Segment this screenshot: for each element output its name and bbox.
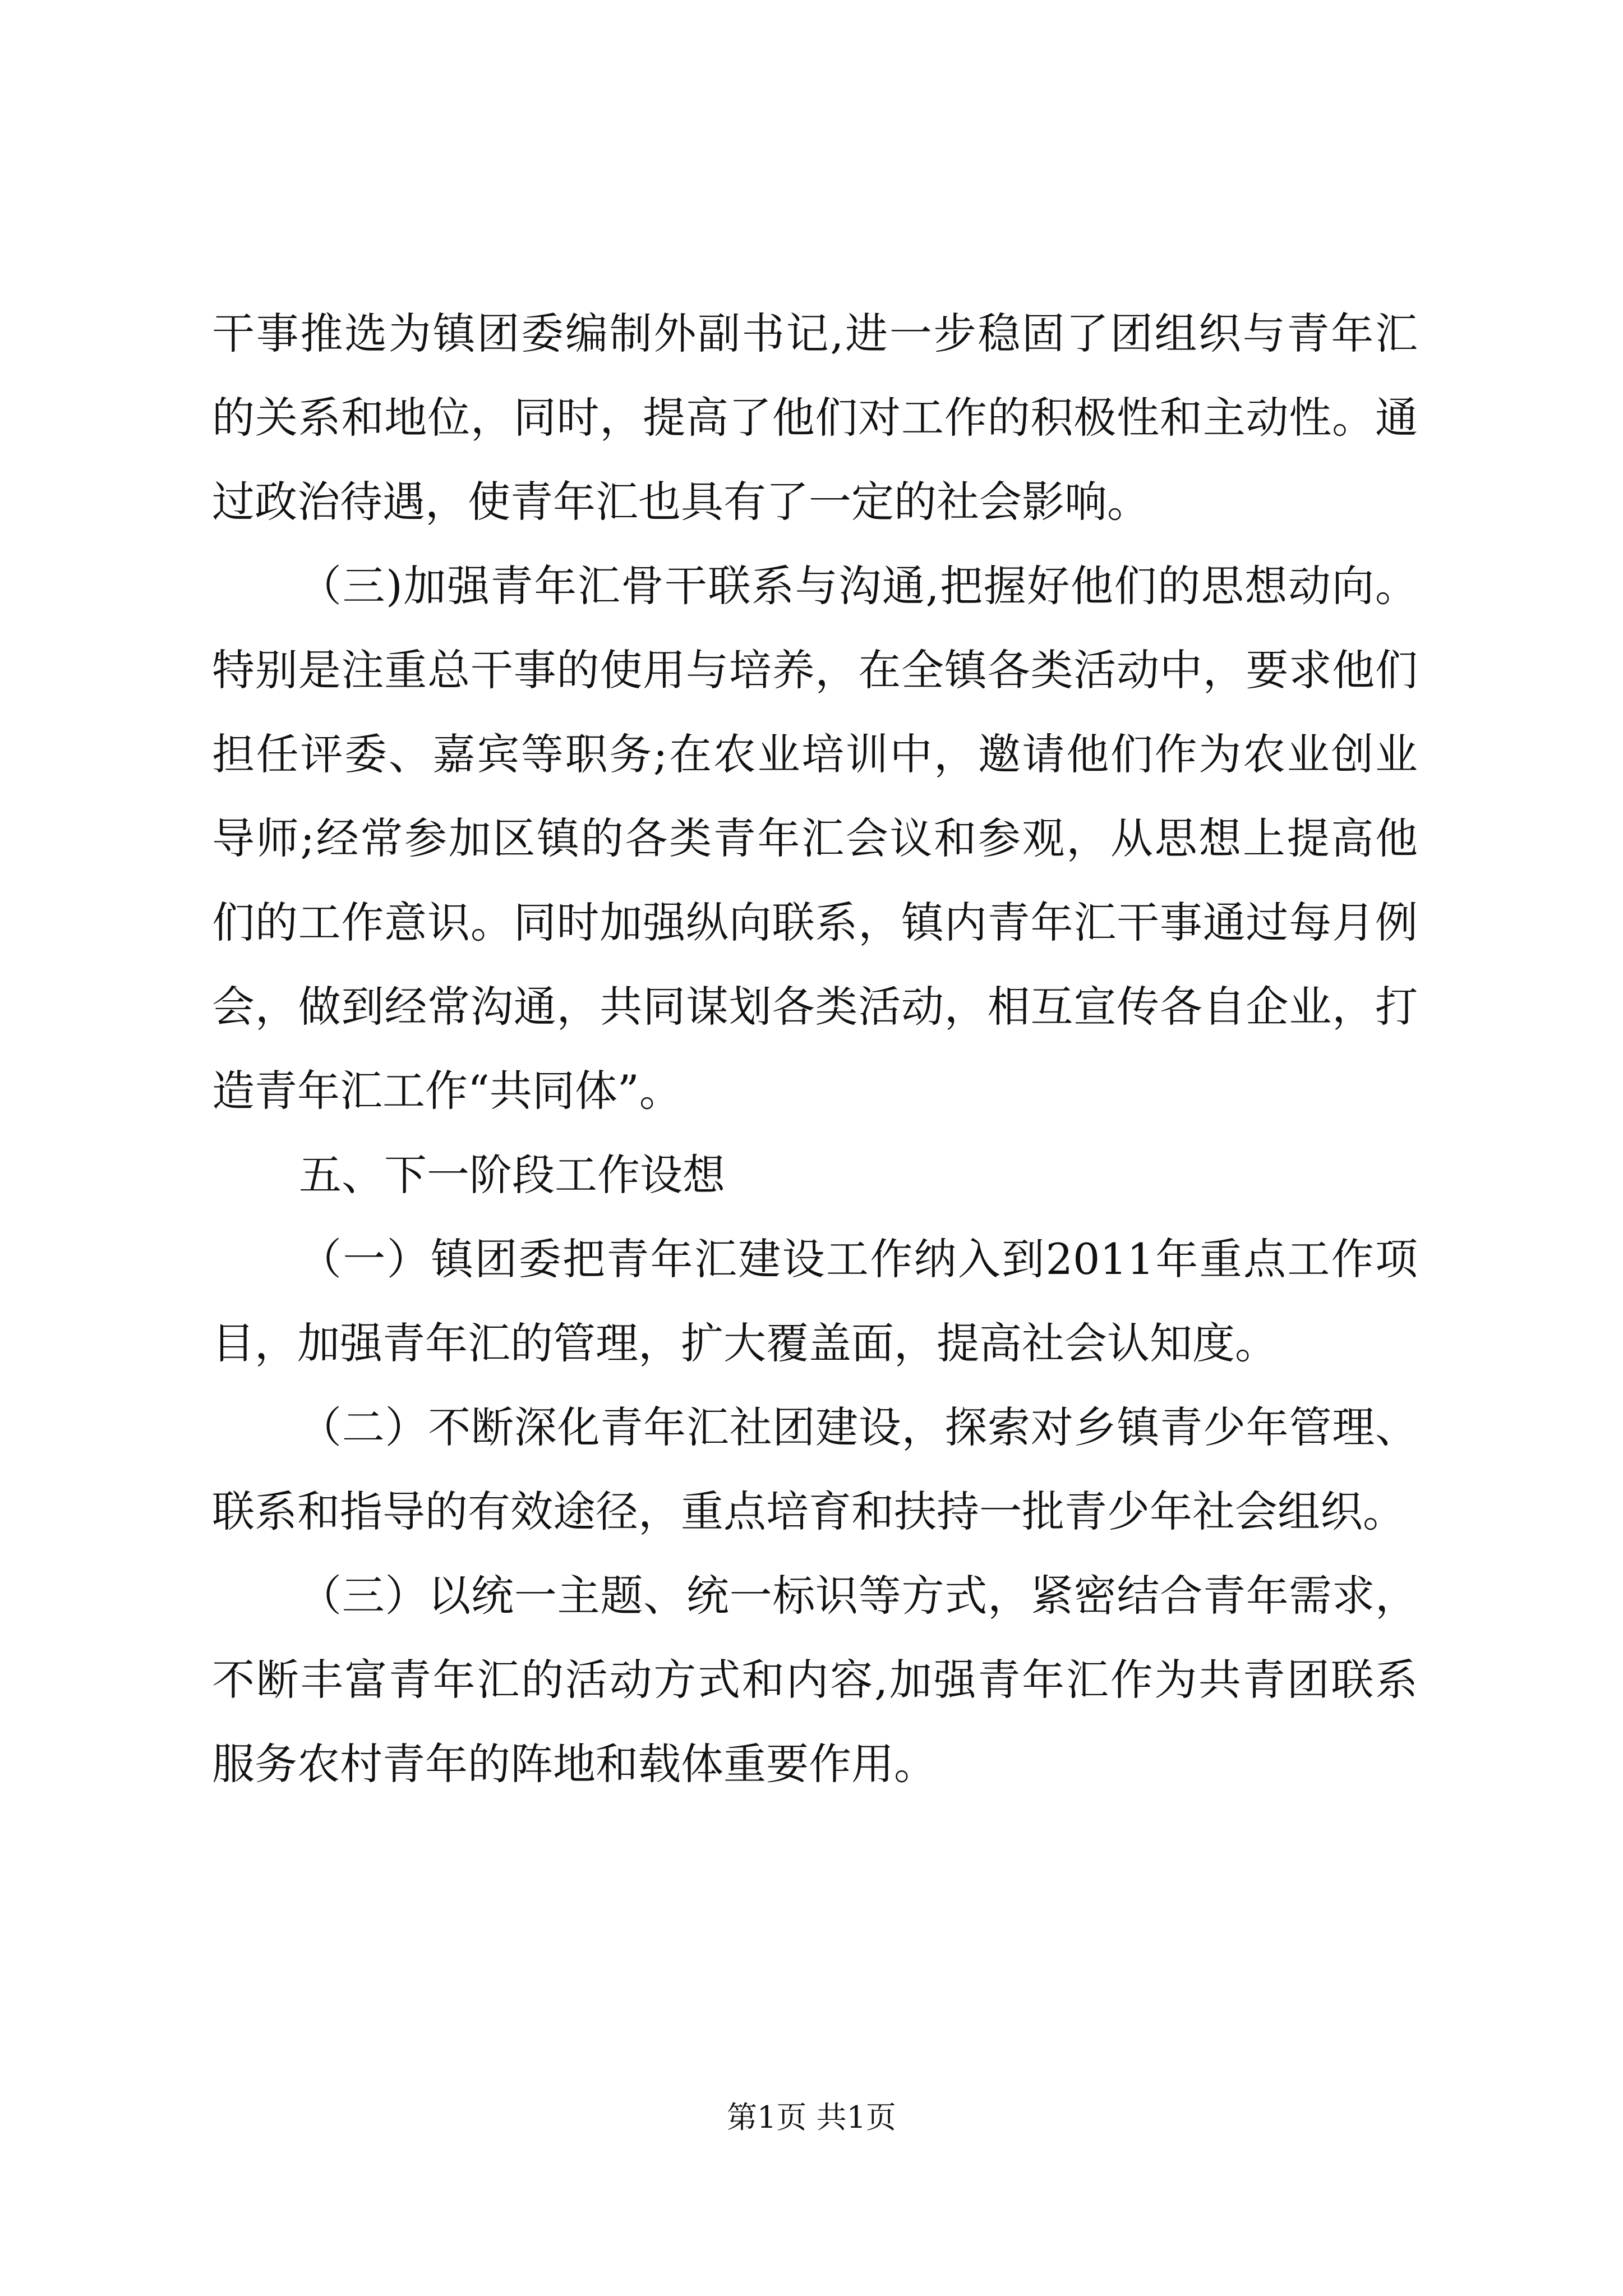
text-line: （三)加强青年汇骨干联系与沟通,把握好他们的思想动向。 — [299, 561, 1418, 611]
section-heading: 五、下一阶段工作设想 — [299, 1150, 725, 1200]
text-line: 目，加强青年汇的管理，扩大覆盖面，提高社会认知度。 — [212, 1318, 1278, 1368]
text-line: 造青年汇工作“共同体”。 — [212, 1066, 682, 1116]
text-line: 干事推选为镇团委编制外副书记,进一步稳固了团组织与青年汇 — [212, 309, 1418, 358]
text-line: 会，做到经常沟通，共同谋划各类活动，相互宣传各自企业，打 — [212, 982, 1418, 1032]
page-number-footer: 第1页 共1页 — [727, 2100, 896, 2135]
text-line: 们的工作意识。同时加强纵向联系，镇内青年汇干事通过每月例 — [212, 898, 1418, 947]
text-line: （二）不断深化青年汇社团建设，探索对乡镇青少年管理、 — [299, 1402, 1418, 1452]
text-line: 联系和指导的有效途径，重点培育和扶持一批青少年社会组织。 — [212, 1487, 1405, 1536]
text-line: 不断丰富青年汇的活动方式和内容,加强青年汇作为共青团联系 — [212, 1655, 1418, 1705]
text-line: 导师;经常参加区镇的各类青年汇会议和参观，从思想上提高他 — [212, 813, 1418, 863]
text-line: 过政治待遇，使青年汇也具有了一定的社会影响。 — [212, 477, 1150, 527]
text-line: 的关系和地位，同时，提高了他们对工作的积极性和主动性。通 — [212, 393, 1418, 443]
text-line: 担任评委、嘉宾等职务;在农业培训中，邀请他们作为农业创业 — [212, 729, 1418, 779]
text-line: （一）镇团委把青年汇建设工作纳入到2011年重点工作项 — [299, 1234, 1418, 1284]
document-body — [212, 292, 1418, 1806]
text-line: 服务农村青年的阵地和载体重要作用。 — [212, 1739, 937, 1789]
text-line: （三）以统一主题、统一标识等方式，紧密结合青年需求， — [299, 1571, 1418, 1621]
text-line: 特别是注重总干事的使用与培养，在全镇各类活动中，要求他们 — [212, 645, 1418, 695]
